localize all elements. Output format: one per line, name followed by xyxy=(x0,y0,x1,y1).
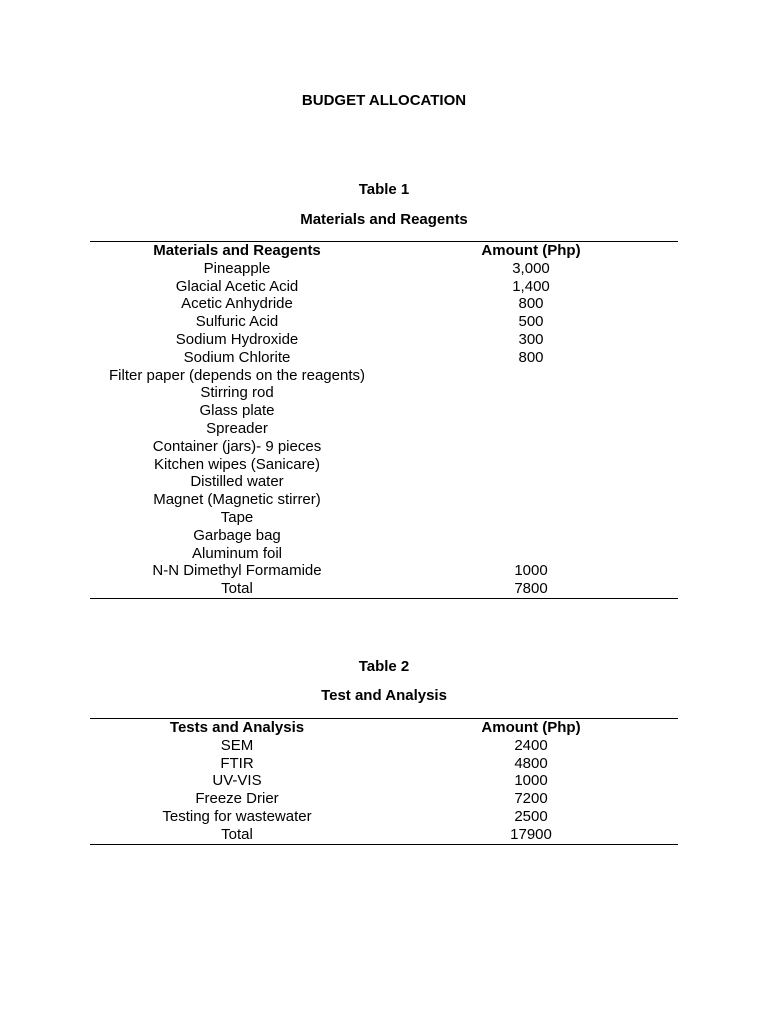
row-amount: 2400 xyxy=(514,736,548,754)
total-label: Total xyxy=(90,826,384,844)
column-header-item: Materials and Reagents xyxy=(90,242,384,260)
row-item: SEM xyxy=(220,736,254,754)
row-item: Filter paper (depends on the reagents) xyxy=(109,366,365,384)
row-amount: 4800 xyxy=(514,754,548,772)
row-amount: 500 xyxy=(518,313,544,331)
row-amount: 800 xyxy=(518,295,544,313)
row-amount xyxy=(384,384,678,402)
row-amount xyxy=(384,473,678,491)
row-item: Tape xyxy=(220,508,254,526)
total-row xyxy=(90,580,678,598)
table-row xyxy=(90,456,678,474)
row-amount: 1,400 xyxy=(512,277,550,295)
table-row xyxy=(90,402,678,420)
tests-table xyxy=(90,718,678,845)
table-row xyxy=(90,527,678,545)
materials-table xyxy=(90,241,678,599)
table2-number: Table 2 xyxy=(358,658,410,675)
row-amount xyxy=(384,438,678,456)
row-item: Pineapple xyxy=(203,259,271,277)
table-row xyxy=(90,772,678,790)
table-row xyxy=(90,562,678,580)
table-row xyxy=(90,790,678,808)
column-header-amount: Amount (Php) xyxy=(384,242,678,260)
total-label: Total xyxy=(90,580,384,598)
table-row xyxy=(90,260,678,278)
materials-table-body xyxy=(90,260,678,580)
row-amount xyxy=(384,509,678,527)
table-row xyxy=(90,545,678,563)
table-row xyxy=(90,278,678,296)
row-amount xyxy=(384,527,678,545)
column-header-amount: Amount (Php) xyxy=(384,719,678,737)
table-row xyxy=(90,755,678,773)
row-amount xyxy=(384,545,678,563)
table-row xyxy=(90,349,678,367)
table-row xyxy=(90,384,678,402)
row-amount: 300 xyxy=(518,330,544,348)
table-row xyxy=(90,737,678,755)
row-amount xyxy=(384,367,678,385)
row-amount: 1000 xyxy=(514,562,548,580)
total-amount: 7800 xyxy=(384,580,678,598)
row-item: Magnet (Magnetic stirrer) xyxy=(153,491,321,509)
table-row xyxy=(90,438,678,456)
row-item: FTIR xyxy=(220,754,254,772)
table-header-row xyxy=(90,242,678,260)
row-item: Spreader xyxy=(206,419,268,437)
page-title: BUDGET ALLOCATION xyxy=(301,92,467,109)
row-amount: 7200 xyxy=(514,790,548,808)
row-item: Freeze Drier xyxy=(195,790,279,808)
row-amount xyxy=(384,420,678,438)
row-item: Garbage bag xyxy=(193,526,281,544)
row-item: Container (jars)- 9 pieces xyxy=(152,437,322,455)
table-row xyxy=(90,313,678,331)
row-item: Aluminum foil xyxy=(191,544,283,562)
row-item: Sulfuric Acid xyxy=(195,313,279,331)
table2-caption: Test and Analysis xyxy=(321,687,447,704)
table-row xyxy=(90,808,678,826)
row-amount xyxy=(384,402,678,420)
table-row xyxy=(90,331,678,349)
row-item: UV-VIS xyxy=(212,772,262,790)
row-item: Stirring rod xyxy=(200,384,274,402)
table-row xyxy=(90,509,678,527)
row-item: Distilled water xyxy=(190,473,284,491)
row-amount xyxy=(384,491,678,509)
table-row xyxy=(90,367,678,385)
row-item: Testing for wastewater xyxy=(162,807,312,825)
table1-number: Table 1 xyxy=(358,181,410,198)
row-item: Glass plate xyxy=(199,402,275,420)
table-header-row xyxy=(90,719,678,737)
table-row xyxy=(90,420,678,438)
table-row xyxy=(90,295,678,313)
row-item: Sodium Hydroxide xyxy=(175,330,299,348)
row-amount: 800 xyxy=(518,348,544,366)
column-header-item: Tests and Analysis xyxy=(90,719,384,737)
row-item: Glacial Acetic Acid xyxy=(175,277,299,295)
row-item: Acetic Anhydride xyxy=(181,295,293,313)
row-amount: 3,000 xyxy=(512,259,550,277)
row-amount xyxy=(384,456,678,474)
row-amount: 1000 xyxy=(514,772,548,790)
table1-caption: Materials and Reagents xyxy=(300,211,468,228)
row-item: Sodium Chlorite xyxy=(183,348,291,366)
total-amount: 17900 xyxy=(384,826,678,844)
row-item: Kitchen wipes (Sanicare) xyxy=(154,455,320,473)
tests-table-body xyxy=(90,737,678,826)
row-item: N-N Dimethyl Formamide xyxy=(152,562,322,580)
table-row xyxy=(90,491,678,509)
row-amount: 2500 xyxy=(514,807,548,825)
table-row xyxy=(90,473,678,491)
total-row xyxy=(90,826,678,844)
